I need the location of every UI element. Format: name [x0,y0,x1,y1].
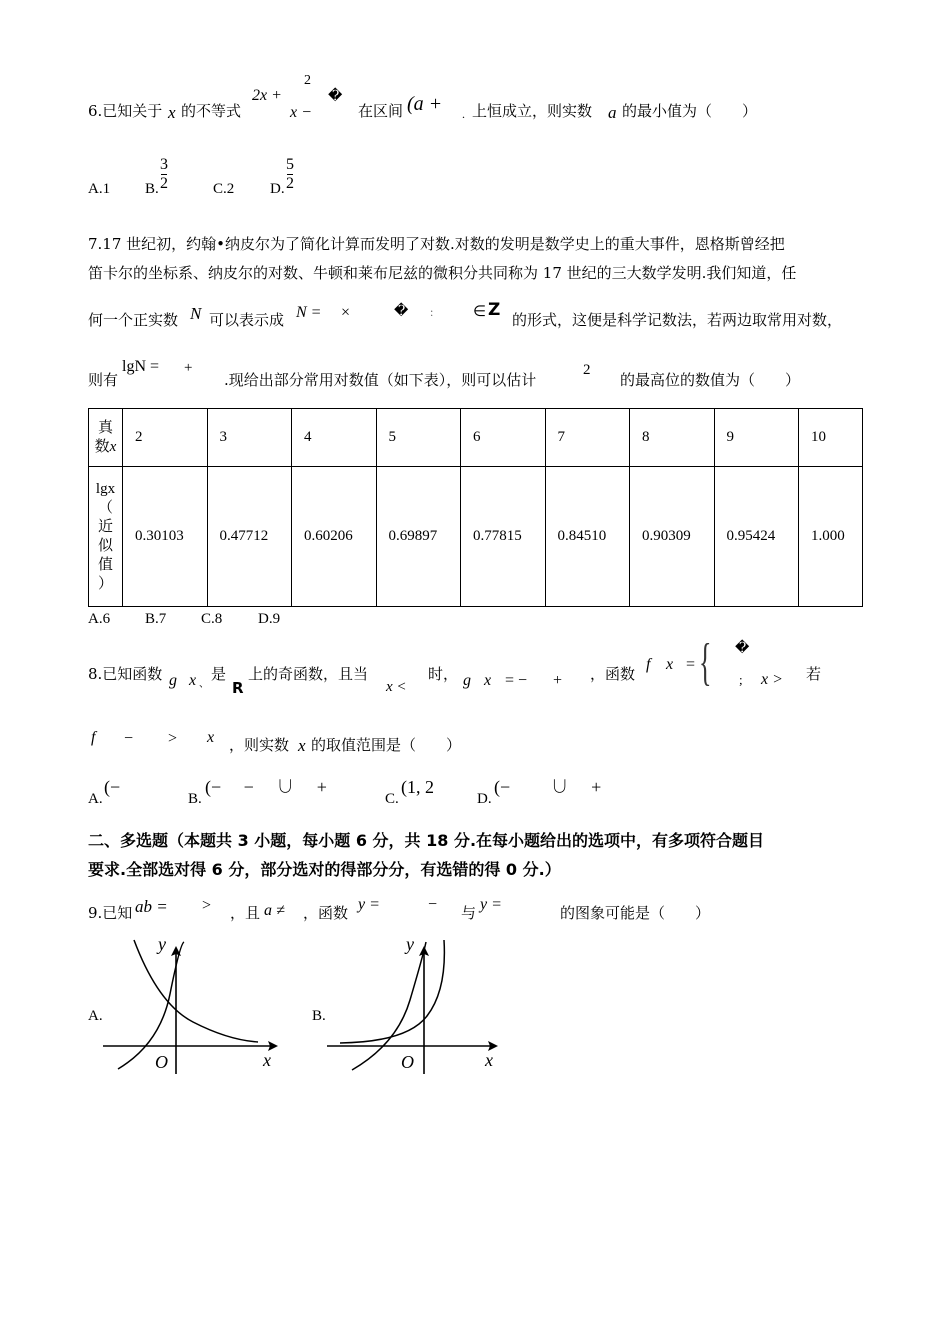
q8-mid: 上的奇函数，且当 [248,665,369,683]
table-cell: 2 [123,409,208,467]
q7-line-1: 7.17 世纪初，约翰•纳皮尔为了简化计算而发明了对数.对数的发明是数学史上的重大事件，恩格斯曾经把 [88,235,785,253]
q8-gx-eq: = − [505,672,528,689]
y-label: y [158,934,166,954]
q6-option-b-fraction [160,156,168,193]
table-cell: 5 [376,409,461,467]
q8-f: f [646,656,651,673]
x-label: x [485,1050,493,1070]
q8-option-a: A. [88,791,103,807]
steep-increasing-curve [352,942,426,1070]
head-lg-char: 近 [97,518,113,535]
q6-suffix-b: 的最小值为（ ） [622,102,758,120]
log-table-row-lg [89,467,863,607]
q7-option-c: C.8 [201,611,223,627]
q9-prefix: 9.已知 [88,904,133,922]
q9-y2: y = [480,896,502,913]
q7-times: × [341,304,351,321]
q7-line-3c: 的形式，这便是科学记数法，若两边取常用对数， [512,311,843,329]
q8-prefix: 8.已知函数 [88,665,163,683]
log-table [88,408,863,607]
q6-option-a: A.1 [88,181,111,197]
head-x-char-1: 真 [97,419,113,436]
q7-colon: : [430,305,434,319]
table-cell: 0.84510 [545,467,630,607]
decreasing-curve [134,940,258,1042]
q7-line-4a: 则有 [88,371,119,389]
q8-ruo: 若 [806,665,822,683]
q8-line2-text: ，则实数 [229,736,290,754]
head-lg-char: 似 [97,537,113,554]
origin-label: O [155,1052,168,1072]
q6-dot: . [462,107,465,121]
q9-minus: − [428,896,438,913]
q9-qie: ，且 [230,904,261,922]
table-cell: 0.60206 [292,467,377,607]
q8-f-x: x [666,656,674,673]
q6-glyph: � [328,88,343,104]
q6-after-expr: 在区间 [358,102,404,120]
table-cell: 6 [461,409,546,467]
table-cell: 7 [545,409,630,467]
q7-line-4c: 的最高位的数值为（ ） [620,371,801,389]
flat-increasing-curve [340,940,444,1043]
q6-option-c: C.2 [213,181,235,197]
q9-option-a-label: A. [88,1008,103,1024]
table-cell: 8 [630,409,715,467]
q7-lgN: lgN = [122,358,160,375]
q6-option-b-den: 2 [160,175,168,192]
head-lg-char: （ [97,499,113,516]
q8-brace: { [699,634,712,691]
q9-gt: > [202,897,212,914]
log-table-head-lg [89,467,123,607]
q6-option-d-num: 5 [286,156,294,173]
q7-line-3a: 何一个正实数 [88,311,179,329]
section-2-line-2: 要求.全部选对得 6 分，部分选对的得部分分，有选错的得 0 分.） [88,860,561,879]
table-cell: 10 [799,409,863,467]
q8-case2: x > [761,671,783,688]
table-cell: 0.47712 [207,467,292,607]
q8-line2-x: x [207,729,215,746]
head-x-char-2: 数 [94,438,110,455]
q8-option-a-expr: (− [104,777,121,797]
origin-label: O [401,1052,414,1072]
q6-option-d-label: D. [270,181,285,197]
q8-glyph: � [735,640,750,656]
q8-x-lt: x < [386,679,407,695]
q8-option-c-expr: (1, 2 [401,777,434,797]
q7-option-d: D.9 [258,611,281,627]
q8-gx-x: x [484,672,492,689]
q8-comma: 、 [199,679,209,690]
q8-case2-pre: ; [739,672,743,687]
table-cell: 1.000 [799,467,863,607]
q7-line-2: 笛卡尔的坐标系、纳皮尔的对数、牛顿和莱布尼兹的微积分共同称为 17 世纪的三大数学发明.我们知道，任 [88,264,797,282]
q9-graph-b [322,934,507,1079]
q6-expr-bottom: x − [290,104,312,121]
table-cell: 4 [292,409,377,467]
table-cell: 3 [207,409,292,467]
q6-option-d-fraction [286,156,294,193]
x-label: x [263,1050,271,1070]
q8-f-eq: = [686,656,696,673]
section-2-line-1: 二、多选题（本题共 3 小题，每小题 6 分，共 18 分.在每小题给出的选项中，有多项符合题目 [88,831,765,850]
log-table-row-x [89,409,863,467]
increasing-curve [118,942,184,1069]
q6-prefix: 6.已知关于 [88,102,163,120]
head-lg-label: lgx [95,480,116,497]
q8-g: g [169,672,177,689]
q7-glyph: � [394,303,409,319]
log-table-head-x [89,409,123,467]
q8-option-b-expr: (− − ∪ + [205,777,327,797]
q9-ab: ab = [135,897,168,916]
q6-var-a: a [608,103,617,122]
q8-shi2: 时， [428,665,459,683]
q9-a-ne: a ≠ [264,902,285,919]
table-cell: 9 [714,409,799,467]
q6-option-d-den: 2 [286,175,294,192]
q7-line-4b: .现给出部分常用对数值（如下表），则可以估计 [224,371,537,389]
q6-interval: (a + [407,93,443,115]
q7-option-b: B.7 [145,611,167,627]
q7-option-a: A.6 [88,611,111,627]
q8-line2-end: 的取值范围是（ ） [311,736,462,754]
q6-expr-sup: 2 [304,73,311,88]
q8-R: R [232,679,244,697]
q8-func: ，函数 [590,665,636,683]
q8-option-d-expr: (− ∪ + [494,777,602,797]
table-cell: 0.69897 [376,467,461,607]
q9-option-b-label: B. [312,1008,326,1024]
q7-in: ∈ [473,304,487,320]
q7-Z: Z [488,300,501,320]
q7-plus: + [184,360,193,376]
q8-gx-g: g [463,672,471,689]
table-cell: 0.95424 [714,467,799,607]
q6-expr-top: 2x + [252,87,282,104]
q9-graph-a [98,934,283,1079]
q8-option-b: B. [188,791,202,807]
table-cell: 0.77815 [461,467,546,607]
q9-func: ，函数 [303,904,349,922]
q8-line2-minus: − [124,730,134,747]
q8-line2-f: f [91,729,96,746]
table-cell: 0.30103 [123,467,208,607]
q8-gx-plus: + [553,672,563,689]
q8-shi: 是 [211,665,227,683]
y-label: y [406,934,414,954]
q6-option-b-num: 3 [160,156,168,173]
q9-yu: 与 [461,904,477,922]
q7-eq-N: N = [296,304,322,321]
q6-suffix-a: 上恒成立，则实数 [472,102,593,120]
head-x-var: x [109,438,117,455]
q8-option-c: C. [385,791,399,807]
q7-var-N: N [190,304,202,323]
q7-sup-2: 2 [583,362,591,378]
q8-option-d: D. [477,791,492,807]
q6-option-b-label: B. [145,181,159,197]
table-cell: 0.90309 [630,467,715,607]
q8-line2-var: x [298,736,306,755]
head-lg-char: ） [97,575,113,592]
head-lg-char: 值 [97,556,113,573]
q9-y1: y = [358,896,380,913]
q9-suffix: 的图象可能是（ ） [560,904,711,922]
q8-g-x: x [189,672,197,689]
q6-mid: 的不等式 [181,102,242,120]
q6-var-x: x [168,103,176,122]
q8-line2-gt: > [168,730,178,747]
q7-line-3b: 可以表示成 [209,311,285,329]
